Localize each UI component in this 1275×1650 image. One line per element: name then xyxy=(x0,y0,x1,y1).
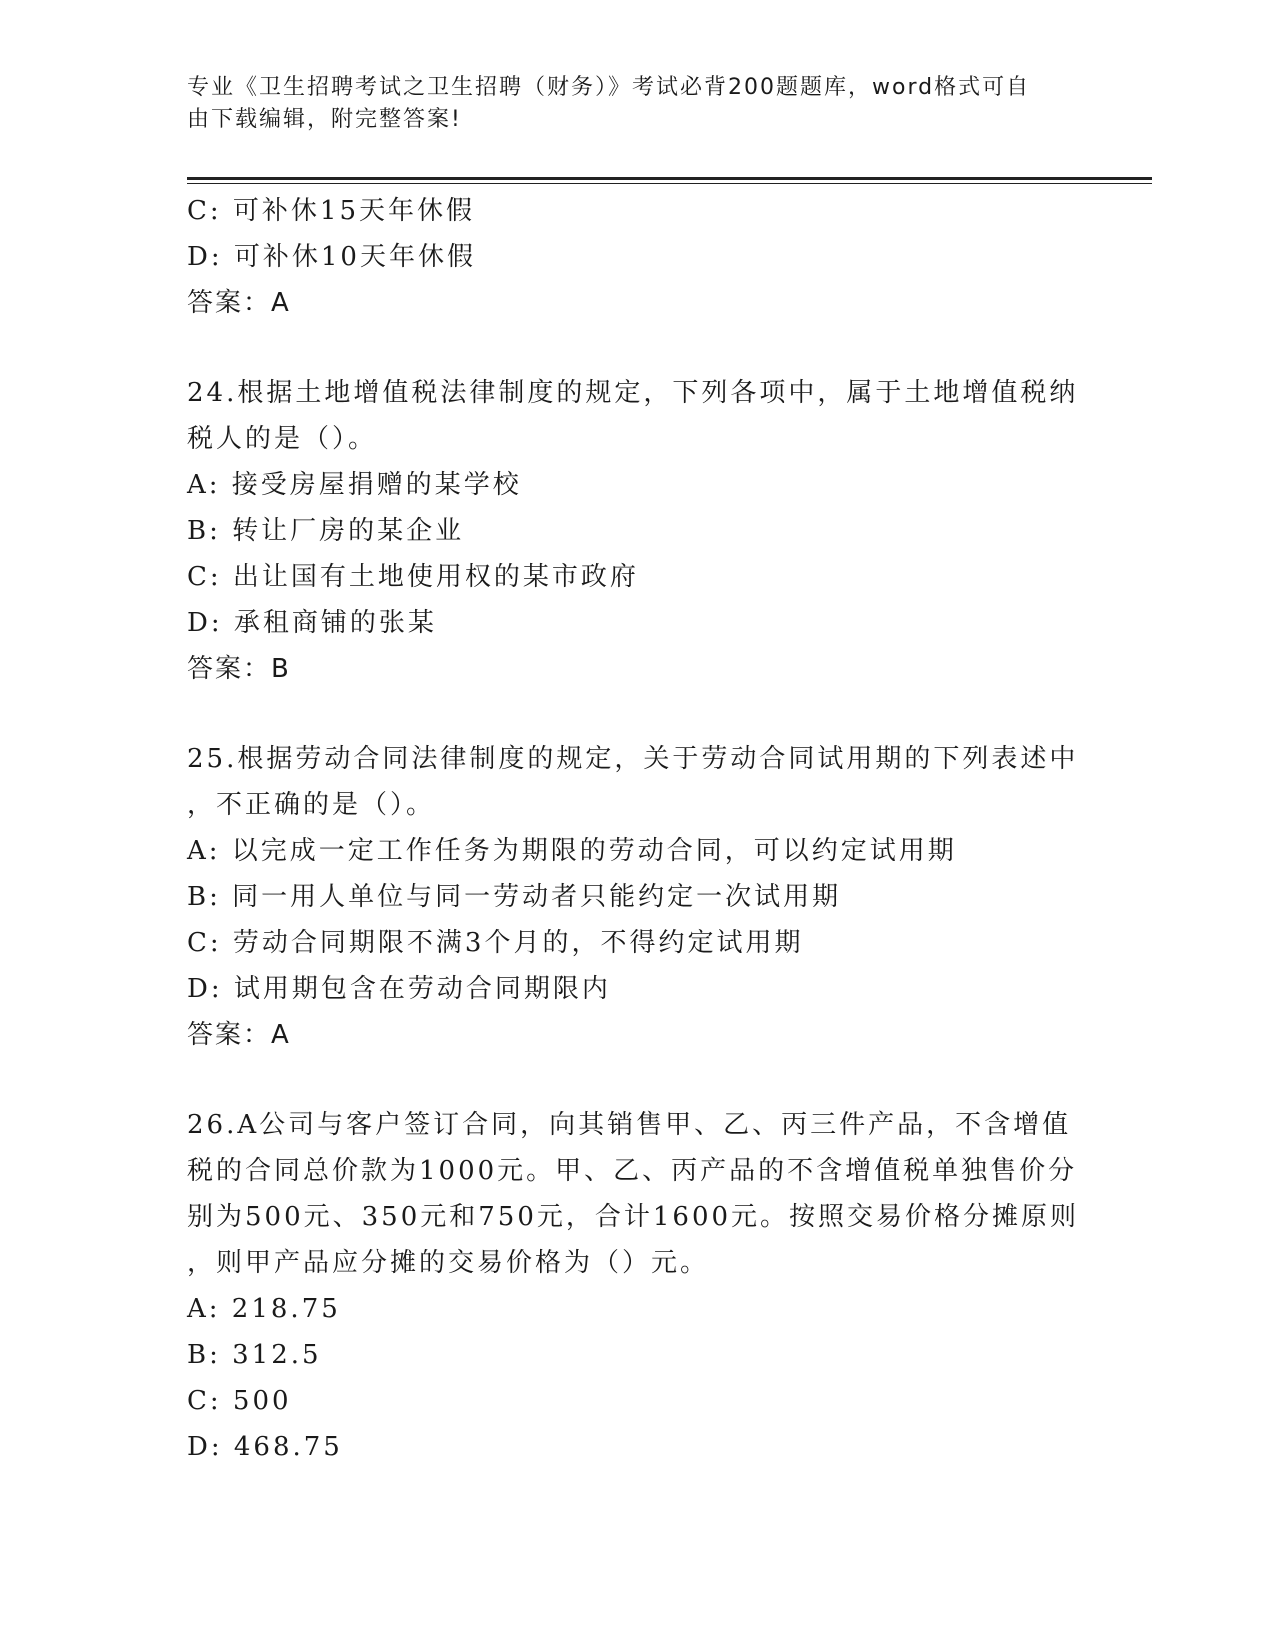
option-a: A: 以完成一定工作任务为期限的劳动合同，可以约定试用期 xyxy=(187,836,957,866)
option-b: B: 同一用人单位与同一劳动者只能约定一次试用期 xyxy=(187,882,842,912)
question-25-block xyxy=(187,736,1077,1058)
question-stem-line: 别为500元、350元和750元，合计1600元。按照交易价格分摊原则 xyxy=(187,1202,1080,1232)
question-23-block xyxy=(187,188,1077,326)
spacer xyxy=(187,1058,1077,1102)
option-b: B: 312.5 xyxy=(187,1340,322,1370)
option-d: D: 试用期包含在劳动合同期限内 xyxy=(187,974,611,1004)
question-24-block xyxy=(187,370,1077,692)
option-d: D: 承租商铺的张某 xyxy=(187,608,437,638)
option-c: C: 500 xyxy=(187,1386,292,1416)
spacer xyxy=(187,326,1077,370)
answer: 答案：B xyxy=(187,654,291,684)
header-line-2: 由下载编辑，附完整答案! xyxy=(187,107,462,132)
spacer xyxy=(187,692,1077,736)
header-divider-thick xyxy=(187,177,1152,180)
question-stem-line: ，则甲产品应分摊的交易价格为（）元。 xyxy=(187,1248,710,1278)
question-stem-line: 26.A公司与客户签订合同，向其销售甲、乙、丙三件产品，不含增值 xyxy=(187,1110,1072,1140)
question-26-block xyxy=(187,1102,1080,1470)
option-a: A: 接受房屋捐赠的某学校 xyxy=(187,470,522,500)
option-c: C: 可补休15天年休假 xyxy=(187,196,476,226)
question-list xyxy=(187,188,1080,1470)
header-divider-thin xyxy=(187,183,1152,184)
option-c: C: 劳动合同期限不满3个月的，不得约定试用期 xyxy=(187,928,804,958)
answer: 答案：A xyxy=(187,288,291,318)
option-b: B: 转让厂房的某企业 xyxy=(187,516,465,546)
question-stem-line: 24.根据土地增值税法律制度的规定，下列各项中，属于土地增值税纳 xyxy=(187,378,1079,408)
answer: 答案：A xyxy=(187,1020,291,1050)
question-stem-line: 税人的是（）。 xyxy=(187,424,378,454)
header-line-1: 专业《卫生招聘考试之卫生招聘（财务）》考试必背200题题库，word格式可自 xyxy=(187,75,1031,100)
question-stem-line: 税的合同总价款为1000元。甲、乙、丙产品的不含增值税单独售价分 xyxy=(187,1156,1078,1186)
option-c: C: 出让国有土地使用权的某市政府 xyxy=(187,562,639,592)
option-d: D: 可补休10天年休假 xyxy=(187,242,476,272)
option-a: A: 218.75 xyxy=(187,1294,341,1324)
question-stem-line: ，不正确的是（）。 xyxy=(187,790,436,820)
option-d: D: 468.75 xyxy=(187,1432,343,1462)
question-stem-line: 25.根据劳动合同法律制度的规定，关于劳动合同试用期的下列表述中 xyxy=(187,744,1079,774)
document-header xyxy=(187,72,1067,136)
